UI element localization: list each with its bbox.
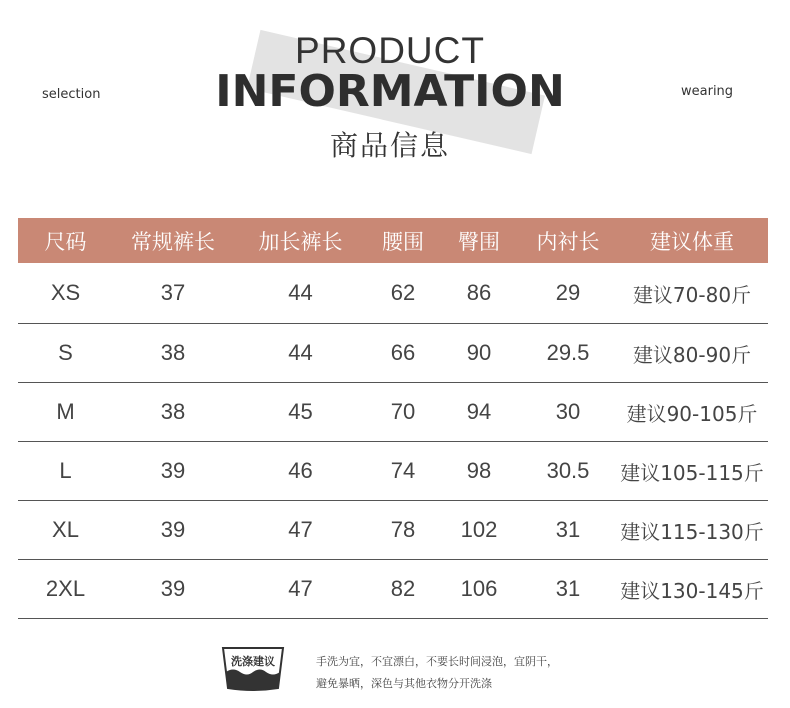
care-text-line2: 避免暴晒，深色与其他衣物分开洗涤 <box>316 677 492 690</box>
title-product: PRODUCT <box>295 30 485 71</box>
cell-hip: 98 <box>438 442 520 501</box>
cell-waist: 70 <box>368 383 438 442</box>
col-header-hip: 臀围 <box>438 218 520 263</box>
cell-weight: 建议80-90斤 <box>616 324 768 383</box>
cell-lining-length: 29 <box>520 263 616 324</box>
selection-label: selection <box>42 87 101 102</box>
title-information: INFORMATION <box>215 66 565 117</box>
cell-long-length: 44 <box>233 324 368 383</box>
cell-regular-length: 39 <box>113 442 233 501</box>
cell-long-length: 45 <box>233 383 368 442</box>
cell-lining-length: 31 <box>520 501 616 560</box>
cell-regular-length: 39 <box>113 560 233 619</box>
wearing-label: wearing <box>681 84 734 99</box>
table-row <box>18 383 768 442</box>
cell-waist: 78 <box>368 501 438 560</box>
cell-weight: 建议90-105斤 <box>616 383 768 442</box>
cell-size: XS <box>18 263 113 324</box>
table-row <box>18 560 768 619</box>
table-row <box>18 501 768 560</box>
cell-regular-length: 38 <box>113 383 233 442</box>
cell-hip: 94 <box>438 383 520 442</box>
cell-hip: 90 <box>438 324 520 383</box>
col-header-long-length: 加长裤长 <box>233 218 368 263</box>
cell-long-length: 46 <box>233 442 368 501</box>
cell-size: L <box>18 442 113 501</box>
table-row <box>18 263 768 324</box>
wash-advice-label: 洗涤建议 <box>231 655 275 668</box>
col-header-waist: 腰围 <box>368 218 438 263</box>
cell-weight: 建议115-130斤 <box>616 501 768 560</box>
cell-lining-length: 30.5 <box>520 442 616 501</box>
cell-hip: 106 <box>438 560 520 619</box>
table-row <box>18 324 768 383</box>
col-header-lining-length: 内衬长 <box>520 218 616 263</box>
cell-lining-length: 31 <box>520 560 616 619</box>
cell-regular-length: 37 <box>113 263 233 324</box>
cell-hip: 86 <box>438 263 520 324</box>
wash-tub-icon <box>220 644 286 692</box>
col-header-size: 尺码 <box>18 218 113 263</box>
title-chinese: 商品信息 <box>329 129 450 162</box>
cell-regular-length: 39 <box>113 501 233 560</box>
size-table-header-row <box>18 218 768 263</box>
cell-lining-length: 29.5 <box>520 324 616 383</box>
cell-size: M <box>18 383 113 442</box>
cell-size: XL <box>18 501 113 560</box>
table-row <box>18 442 768 501</box>
cell-long-length: 47 <box>233 560 368 619</box>
col-header-weight: 建议体重 <box>616 218 768 263</box>
cell-weight: 建议105-115斤 <box>616 442 768 501</box>
cell-regular-length: 38 <box>113 324 233 383</box>
cell-hip: 102 <box>438 501 520 560</box>
cell-size: S <box>18 324 113 383</box>
cell-waist: 66 <box>368 324 438 383</box>
cell-waist: 82 <box>368 560 438 619</box>
cell-lining-length: 30 <box>520 383 616 442</box>
cell-waist: 74 <box>368 442 438 501</box>
cell-weight: 建议130-145斤 <box>616 560 768 619</box>
cell-long-length: 47 <box>233 501 368 560</box>
size-table <box>18 218 768 619</box>
cell-weight: 建议70-80斤 <box>616 263 768 324</box>
cell-size: 2XL <box>18 560 113 619</box>
col-header-regular-length: 常规裤长 <box>113 218 233 263</box>
cell-waist: 62 <box>368 263 438 324</box>
care-text-line1: 手洗为宜，不宜漂白，不要长时间浸泡，宜阴干， <box>316 655 558 668</box>
cell-long-length: 44 <box>233 263 368 324</box>
